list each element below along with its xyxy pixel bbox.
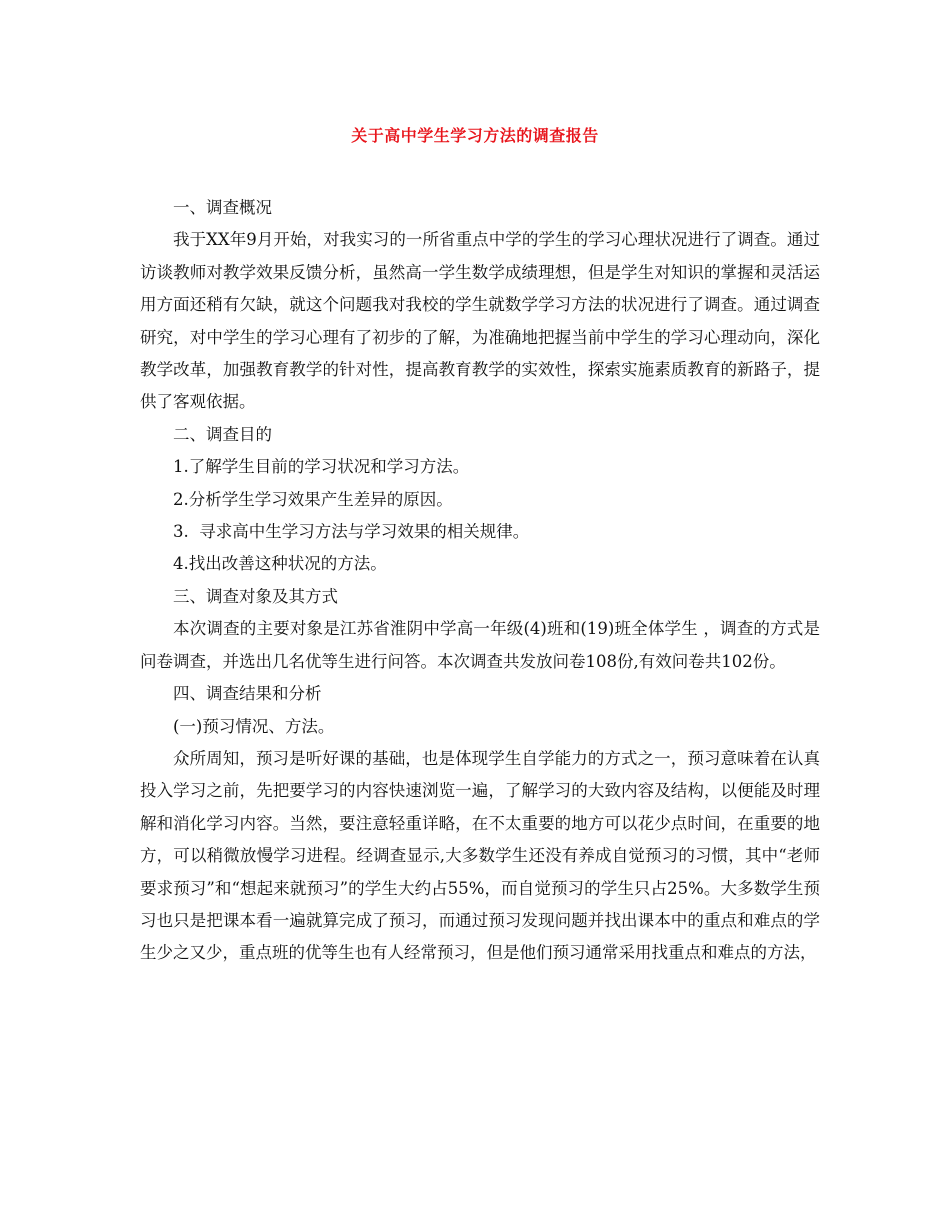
subsection-heading-preview: (一)预习情况、方法。 bbox=[173, 716, 335, 736]
list-item-purpose-4: 4.找出改善这种状况的方法。 bbox=[173, 554, 387, 574]
list-item-purpose-1: 1.了解学生目前的学习状况和学习方法。 bbox=[173, 457, 470, 477]
list-item-purpose-3: 3. 寻求高中生学习方法与学习效果的相关规律。 bbox=[173, 522, 530, 542]
section-heading-results: 四、调查结果和分析 bbox=[173, 684, 322, 704]
document-title: 关于高中学生学习方法的调查报告 bbox=[351, 126, 599, 145]
section-heading-subjects: 三、调查对象及其方式 bbox=[173, 586, 338, 606]
paragraph-overview: 我于XX年9月开始，对我实习的一所省重点中学的学生的学习心理状况进行了调查。通过访谈教师对教学效果反馈分析，虽然高一学生数学成绩理想，但是学生对知识的掌握和灵活运用方面还稍有欠缺，就这个问题我对我校的学生就数学学习方法的状况进行了调查。通过调查研究，对中学生的学习心理有了初步的了解，为准确地把握当前中学生的学习心理动向，深化教学改革，加强教育教学的针对性，提高教育教学的实效性，探索实施素质教育的新路子，提供了客观依据。 bbox=[140, 230, 820, 412]
document-body bbox=[140, 192, 820, 970]
paragraph-subjects: 本次调查的主要对象是江苏省淮阴中学高一年级(4)班和(19)班全体学生 ，调查的方式是问卷调查，并选出几名优等生进行问答。本次调查共发放问卷108份,有效问卷共102份。 bbox=[140, 619, 820, 671]
section-heading-overview: 一、调查概况 bbox=[173, 198, 272, 217]
list-item-purpose-2: 2.分析学生学习效果产生差异的原因。 bbox=[173, 489, 453, 509]
paragraph-preview: 众所周知，预习是听好课的基础，也是体现学生自学能力的方式之一，预习意味着在认真投入学习之前，先把要学习的内容快速浏览一遍，了解学习的大致内容及结构，以便能及时理解和消化学习内容。当然，要注意轻重详略，在不太重要的地方可以花少点时间，在重要的地方，可以稍微放慢学习进程。经调查显示,大多数学生还没有养成自觉预习的习惯，其中“老师要求预习”和“想起来就预习”的学生大约占55%，而自觉预习的学生只占25%。大多数学生预习也只是把课本看一遍就算完成了预习，而通过预习发现问题并找出课本中的重点和难点的学生少之又少，重点班的优等生也有人经常预习，但是他们预习通常采用找重点和难点的方法， bbox=[140, 748, 820, 963]
section-heading-purpose: 二、调查目的 bbox=[173, 424, 272, 444]
